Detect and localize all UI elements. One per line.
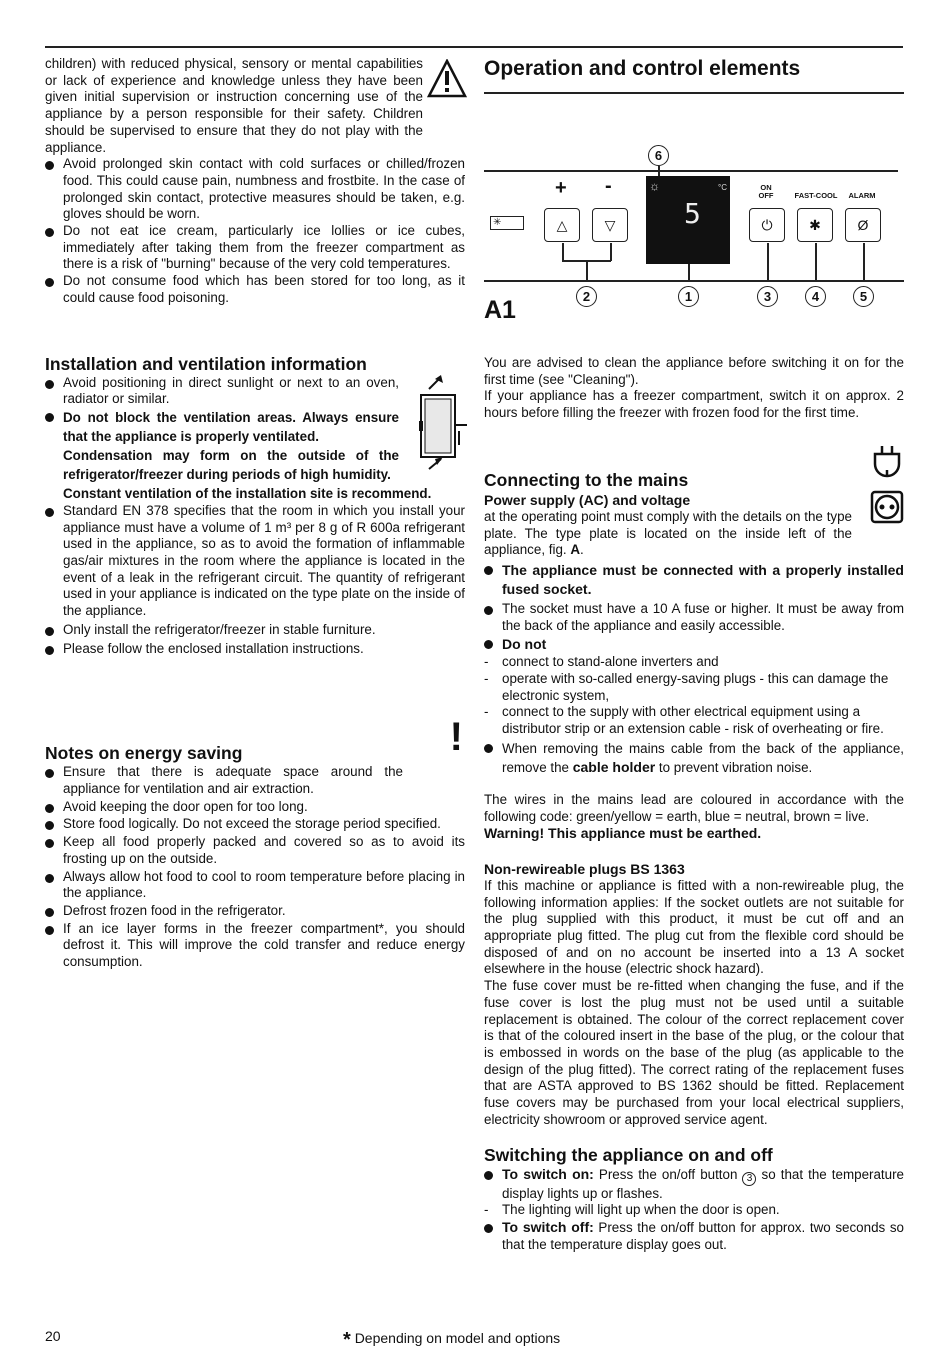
switch-off-bullet — [484, 1219, 904, 1253]
installation-bullet: Avoid positioning in direct sunlight or next to an oven, radiator or similar. — [45, 375, 465, 408]
temp-down-button[interactable] — [592, 208, 628, 242]
footnote — [343, 1330, 560, 1349]
plugs-heading: Non-rewireable plugs BS 1363 — [484, 860, 685, 877]
switching-heading: Switching the appliance on and off — [484, 1144, 773, 1165]
on-off-ref: 3 — [742, 1172, 756, 1186]
on-off-label: ON OFF — [758, 183, 774, 200]
snowflake-icon: ✱ — [809, 216, 821, 233]
energy-bullet: Defrost frozen food in the refrigerator. — [45, 903, 465, 920]
mains-dash: - operate with so-called energy-saving plugs - this can damage the electronic system, — [484, 671, 904, 704]
intro-paragraph: children) with reduced physical, sensory or mental capabilities or lack of experience and knowledge unless they have been given initial supervision or instruction concerning use of the appliance by a person responsible for their safety. Children should be supervised to ensure that they do not play with the appliance. — [45, 56, 423, 155]
footnote-asterisk: * — [343, 1329, 351, 1351]
switch-off-text: Press the on/off button for approx. two seconds so that the temperature display goes out. — [502, 1219, 904, 1252]
bracket-left-leg — [562, 243, 564, 261]
callout-4: 4 — [805, 286, 826, 307]
alarm-label: ALARM — [848, 191, 876, 200]
alarm-mute-icon: Ø — [857, 216, 869, 233]
right-column — [484, 56, 904, 1253]
safety-bullet: Do not consume food which has been stored for too long, as it could cause food poisoning. — [45, 273, 465, 306]
callout-1: 1 — [678, 286, 699, 307]
socket-icon — [870, 490, 904, 524]
cable-text-end: to prevent vibration noise. — [655, 759, 813, 775]
triangle-up-icon: △ — [556, 216, 568, 233]
control-panel-figure — [484, 94, 904, 324]
installation-bullet: Please follow the enclosed installation instructions. — [45, 641, 465, 658]
footnote-text: Depending on model and options — [354, 1330, 561, 1346]
callout-3-line — [767, 243, 769, 282]
panel-bottom-line — [484, 280, 904, 282]
callout-3: 3 — [757, 286, 778, 307]
bracket-right-leg — [610, 243, 612, 261]
energy-bullet: Always allow hot food to cool to room temperature before placing in the appliance. — [45, 869, 465, 902]
mains-dash: - connect to stand-alone inverters and — [484, 654, 904, 671]
switch-on-label: To switch on: — [502, 1165, 594, 1182]
plugs-paragraph-2: The fuse cover must be re-fitted when changing the fuse, and if the fuse cover is lost the plug must not be used until a suitable replacement is obtained. The colour of the correct replacement cover is that of the coloured insert in the base of the plug, or the colour that is embossed in words on the base of the plug (as applicable to the design of the plug fitted). The correct rating of the replacement fuses that are ASTA approved to BS 1362 should be fitted. Replacement fuse covers may be purchased from your local electrical suppliers, electricity showroom or approved service agent. — [484, 978, 904, 1127]
temperature-display — [646, 176, 730, 264]
cable-text: When removing the mains cable from the back of the appliance, remove the — [502, 740, 904, 775]
wires-paragraph: The wires in the mains lead are coloured in accordance with the following code: green/yellow = earth, blue = neutral, brown = live. — [484, 791, 904, 824]
plus-label: + — [555, 177, 567, 199]
panel-top-line — [484, 170, 898, 172]
plug-icon — [870, 444, 904, 478]
safety-bullet: Avoid prolonged skin contact with cold surfaces or chilled/frozen food. This could cause pain, numbness and frostbite. In the case of prolonged skin contact, protective measures should be taken, e.g. gloves should be worn. — [45, 156, 465, 223]
switching-dash: - The lighting will light up when the door is open. — [484, 1202, 904, 1219]
figure-label: A1 — [484, 296, 516, 324]
callout-4-line — [815, 243, 817, 282]
installation-bullet: Standard EN 378 specifies that the room in which you install your appliance must have a volume of 1 m³ per 8 g of R 600a refrigerant used in the appliance, so as to avoid the formation of inflammable gas/air mixtures in the room where the appliance is located in the event of a leak in the refrigerant circuit. The quantity of refrigerant used in your appliance is indicated on the type plate on the inside of the appliance. — [45, 503, 465, 620]
energy-bullet: Avoid keeping the door open for too long. — [45, 799, 465, 816]
display-digit: 5 — [684, 197, 701, 230]
on-off-button[interactable] — [749, 208, 785, 242]
intro-paragraph-1: You are advised to clean the appliance before switching it on for the first time (see "Cleaning"). — [484, 355, 904, 387]
intro-paragraph-2: If your appliance has a freezer compartment, switch it on approx. 2 hours before filling the freezer with frozen food for the first time. — [484, 388, 904, 421]
fast-cool-button[interactable] — [797, 208, 833, 242]
safety-bullet: Do not eat ice cream, particularly ice lollies or ice cubes, immediately after taking them from the freezer compartment as there is a risk of "burning" because of the very cold temperatures. — [45, 223, 465, 273]
callout-5: 5 — [853, 286, 874, 307]
mains-text: at the operating point must comply with the details on the type plate. The type plate is located on the inside left of the appliance, fig. — [484, 508, 852, 558]
power-supply-subheading: Power supply (AC) and voltage — [484, 491, 691, 508]
freezer-indicator: ✳ — [490, 216, 524, 230]
top-rule — [45, 46, 903, 48]
callout-2: 2 — [576, 286, 597, 307]
energy-bullet: Ensure that there is adequate space around the appliance for ventilation and air extraction. — [45, 764, 465, 797]
warning-triangle-icon — [427, 59, 467, 99]
alarm-button[interactable] — [845, 208, 881, 242]
mains-bullet: The appliance must be connected with a properly installed fused socket. — [484, 561, 904, 599]
fig-ref: A — [570, 542, 581, 558]
installation-heading: Installation and ventilation information — [45, 353, 367, 374]
installation-bullet-bold — [45, 408, 465, 484]
display-sun-icon: ☼ — [649, 179, 660, 193]
energy-heading: Notes on energy saving — [45, 743, 243, 764]
installation-bold-1: Do not block the ventilation areas. Always ensure that the appliance is properly ventilated. — [63, 409, 399, 444]
temp-up-button[interactable] — [544, 208, 580, 242]
page-number: 20 — [45, 1328, 61, 1344]
bracket-stem — [586, 260, 588, 282]
power-icon: ⏻ — [761, 216, 773, 233]
mains-bullet: Do not — [484, 635, 904, 654]
fast-cool-label: FAST-COOL — [794, 191, 838, 200]
installation-bold-3: Constant ventilation of the installation site is recommend. — [63, 485, 432, 501]
energy-bullet: If an ice layer forms in the freezer compartment*, you should defrost it. This will improve the cold transfer and reduce energy consumption. — [45, 921, 465, 971]
callout-6: 6 — [648, 145, 669, 166]
plugs-paragraph-1: If this machine or appliance is fitted with a non-rewireable plug, the following information applies: If the socket outlets are not suitable for the plug supplied with this product, it must be cut off and an appropriate plug fitted. The plug cut from the flexible cord should be disposed of and on no account be inserted into a 13 A socket elsewhere in the house (electric shock hazard). — [484, 877, 904, 977]
installation-bullet: Only install the refrigerator/freezer in stable furniture. — [45, 622, 465, 639]
energy-bullet: Keep all food properly packed and covered so as to avoid its frosting up on the outside. — [45, 834, 465, 867]
cable-holder: cable holder — [572, 758, 656, 775]
switch-on-bullet — [484, 1166, 904, 1203]
callout-5-line — [863, 243, 865, 282]
mains-text-end: . — [580, 542, 584, 558]
operation-heading: Operation and control elements — [484, 57, 801, 80]
switch-on-text-b: so that the temperature display lights up or flashes. — [502, 1166, 905, 1201]
mains-paragraph — [484, 509, 904, 559]
installation-bold-2: Condensation may form on the outside of the refrigerator/freezer during periods of high humidity. — [63, 447, 399, 482]
callout-1-line — [688, 264, 690, 282]
mains-dash: - connect to the supply with other electrical equipment using a distributor strip or an extension cable - risk of overheating or fire. — [484, 704, 904, 737]
mains-heading: Connecting to the mains — [484, 469, 689, 490]
mains-bullet: The socket must have a 10 A fuse or higher. It must be away from the back of the appliance and easily accessible. — [484, 601, 904, 634]
switch-on-text-a: Press the on/off button — [593, 1166, 743, 1182]
energy-bullet: Store food logically. Do not exceed the storage period specified. — [45, 816, 465, 833]
mains-bullet — [484, 739, 904, 777]
celsius-label: °C — [718, 183, 727, 192]
minus-label: - — [605, 175, 612, 197]
switch-off-label: To switch off: — [502, 1218, 594, 1235]
exclamation-icon: ! — [449, 715, 463, 760]
earth-warning: Warning! This appliance must be earthed. — [484, 825, 762, 842]
left-column — [45, 56, 465, 971]
triangle-down-icon: ▽ — [604, 216, 616, 233]
